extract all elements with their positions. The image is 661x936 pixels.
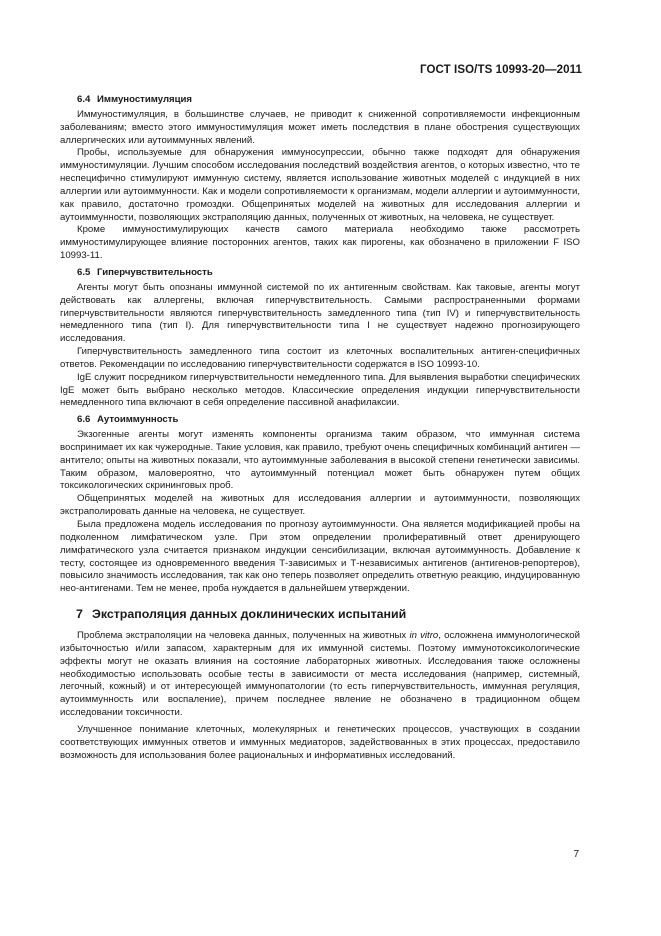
paragraph: Гиперчувствительность замедленного типа состоит из клеточных воспалительных антиген-специфичных ответов. Рекомендации по исследованию гиперчувствительности содержатся в ISO 10993-10. <box>60 346 580 370</box>
paragraph: Была предложена модель исследования по прогнозу аутоиммунности. Она является модификацией пробы на подколенном лимфатическом узле. При этом определении пролиферативный ответ дренирующего лимфатического узла считается признаком индукции сенсибилизации, включая аутоиммунность. Добавление к тесту, состоящее из одновременного введения Т-зависимых и Т-независимых антигенов (антигенов-репортеров), повысило значимость исследования, так как оно теперь позволяет определить ответную реакцию, индуцированную нео-антигенами. Тем не менее, проба нуждается в дальнейшем утверждении. <box>60 519 580 595</box>
section-heading-6-6 <box>77 414 580 427</box>
section-number: 6.5 <box>77 266 91 278</box>
section-heading-6-5 <box>77 267 580 280</box>
paragraph: Общепринятых моделей на животных для исследования аллергии и аутоиммунности, позволяющих экстраполировать данные на человека, не существует. <box>60 493 580 518</box>
section-title: Гиперчувствительность <box>97 266 213 278</box>
paragraph: IgE служит посредником гиперчувствительности немедленного типа. Для выявления выработки специфических IgE может быть выбрано несколько методов. Классические определения индукции гиперчувствительности немедленного типа включают в себя определение пассивной анафилаксии. <box>60 371 580 409</box>
section-heading-6-4 <box>77 94 580 107</box>
section-title: Аутоиммунность <box>97 414 179 426</box>
section-title: Иммуностимуляция <box>97 94 193 105</box>
italic-term: in vitro <box>409 630 439 642</box>
paragraph: Иммуностимуляция, в большинстве случаев, не приводит к сниженной сопротивляемости инфекционным заболеваниям; вместо этого иммуностимуляция может иметь последствия в плане обострения существующих аллергических или аутоиммунных явлений. <box>60 108 580 146</box>
section-number: 6.4 <box>77 94 91 105</box>
paragraph: Экзогенные агенты могут изменять компоненты организма таким образом, что иммунная система воспринимает их как чужеродные. Такие условия, как правило, требуют очень специфичных комбинаций антиген — антитело; опыты на животных показали, что аутоиммунные заболевания в высокой степени генетически зависимы. Таким образом, маловероятно, что аутоиммунный потенциал может быть обнаружен путем общих токсикологических скрининговых проб. <box>60 429 580 492</box>
section-number: 6.6 <box>77 414 91 426</box>
document-header: ГОСТ ISO/TS 10993-20—2011 <box>420 64 582 76</box>
section-title: Экстраполяция данных доклинических испытаний <box>92 607 407 622</box>
text-run: Проблема экстраполяции на человека данных, полученных на животных <box>77 630 410 642</box>
paragraph: Пробы, используемые для обнаружения иммуносупрессии, обычно также подходят для обнаружения иммуностимуляции. Лучшим способом исследования последствий воздействия агентов, о которых известно, что те неспецифично стимулируют иммунную систему, является использование животных моделей с индукцией в них аллергии или аутоиммунности. Как и модели сопротивляемости к организмам, модели аллергии и аутоиммунности, как правило, достаточно громоздки. Общепринятых моделей на животных для исследования аллергии и аутоиммунности, позволяющих экстраполяцию данных, полученных от животных, на человека, не существует. <box>60 147 580 223</box>
document-body <box>60 90 580 763</box>
page-number: 7 <box>573 849 579 860</box>
section-heading-7 <box>76 606 580 622</box>
paragraph: Улучшенное понимание клеточных, молекулярных и генетических процессов, участвующих в создании соответствующих иммунных ответов и иммунных медиаторов, задействованных в этих процессах, предоставило возможность для использования более рациональных и информативных исследований. <box>60 723 580 761</box>
paragraph: Агенты могут быть опознаны иммунной системой по их антигенным свойствам. Как таковые, агенты могут действовать как аллергены, включая гиперчувствительность. Самыми распространенными формами гиперчувствительности являются гиперчувствительность замедленного типа (тип IV) и гиперчувствительность немедленного типа (тип I). Для гиперчувствительности типа I не существует надежно прогнозирующего исследования. <box>60 281 580 345</box>
section-number: 7 <box>76 607 83 622</box>
paragraph <box>60 630 580 720</box>
paragraph: Кроме иммуностимулирующих качеств самого материала необходимо также рассмотреть иммуностимулирующее влияние посторонних агентов, таких как пирогены, как обозначено в приложении F ISO 10993-11. <box>60 224 580 262</box>
text-run: , осложнена иммунологической избыточностью и/или запасом, характерным для их иммунной системы. Поэтому иммунотоксикологические эффекты могут не оказать влияния на состояние лабораторных животных. Исследования также осложнены необходимостью использовать особые тесты в зависимости от места исследования (например, системный, легочный, кожный) и от интересующей иммунопатологии (то есть гиперчувствительность, иммунная регуляция, аутоиммунность или воспаление), причем последнее явление не обозначено в традиционном общем исследовании токсичности. <box>60 630 581 719</box>
